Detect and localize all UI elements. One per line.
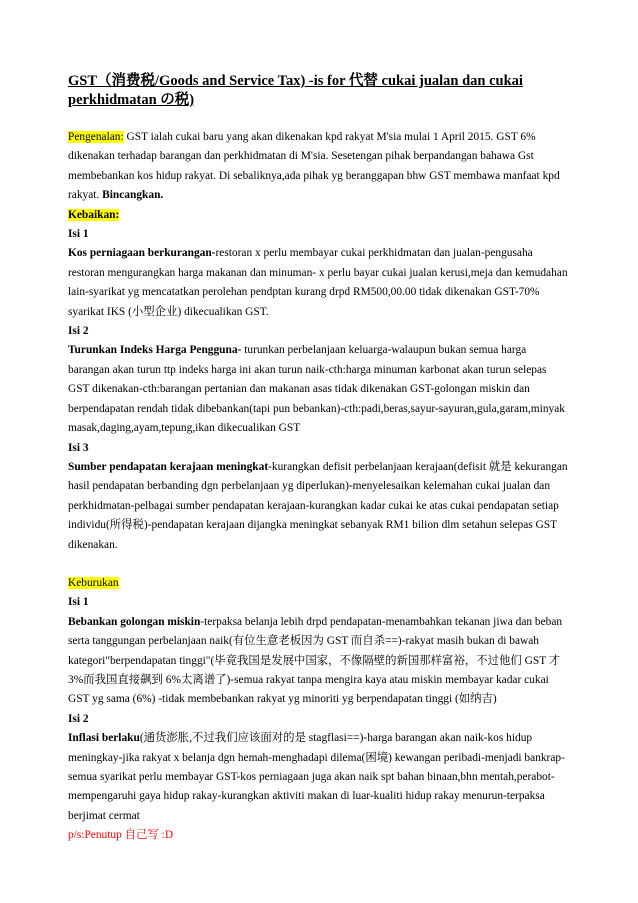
kebaikan-isi-1-body: Kos perniagaan berkurangan-restoran x perlu membayar cukai perkhidmatan dan jualan-pengusaha restoran mengurangkan harga makanan dan minuman- x perlu bayar cukai jualan kerusi,meja dan kemudahan lain-syarikat yg mencatatkan perolehan pendptan kurang drpd RM500,00.00 tidak dikenakan GST-70% syarikat IKS (小型企业) dikecualikan GST. [68, 247, 568, 318]
keburukan-isi-1-label: Isi 1 [68, 596, 89, 609]
intro-text: GST ialah cukai baru yang akan dikenakan kpd rakyat M'sia mulai 1 April 2015. GST 6% dikenakan terhadap barangan dan perkhidmatan di M'sia. Sesetengan pihak berpandangan bahawa Gst membebankan kos hidup rakyat. Di sebaliknya,ada pihak yg beranggapan bhw GST membawa manfaat kpd rakyat. [68, 131, 560, 202]
keburukan-isi-1-body: Bebankan golongan miskin-terpaksa belanja lebih drpd pendapatan-menambahkan tekanan jiwa dan beban serta tanggungan perbelanjaan naik(有位生意老板因为 GST 而自杀==)-rakyat masih bukan di bawah kategori"berpendapatan tinggi"(毕竟我国是发展中国家，不像隔壁的新国那样富裕，不过他们 GST 才 3%而我国直接飙到 6%太离谱了)-semua rakyat tanpa mengira kaya atau miskin membayar kadar cukai GST yg sama (6%) -tidak membebankan rakyat yg minoriti yg berpendapatan tinggi (如纳吉) [68, 615, 563, 706]
keburukan-isi-2-body: Inflasi berlaku(通货澎胀,不过我们应该面对的是 stagflasi==)-harga barangan akan naik-kos hidup meningkay-jika rakyat x belanja dgn hemah-menghadapi dilema(困境) kewangan peribadi-menjadi bankrap-semua syarikat perlu membayar GST-kos perniagaan juga akan naik spt bahan binaan,bhn mentah,perabot-mempengaruhi gaya hidup rakay-kurangkan aktiviti makan di luar-kualiti hidup rakay menurun-terpaksa berjimat cermat [68, 732, 565, 822]
kebaikan-isi-2-body: Turunkan Indeks Harga Pengguna- turunkan perbelanjaan keluarga-walaupun bukan semua harga barangan akan turun ttp indeks harga ini akan turun naik-cth:harga minuman karbonat akan turun selepas GST dikenakan-cth:barangan pertanian dan makanan asas tidak dikenakan GST-golongan miskin dan berpendapatan rendah tidak dibebankan(tapi pun bebankan)-cth:padi,beras,sayur-sayuran,gula,garam,minyak masak,daging,ayam,tepung,ikan dikecualikan GST [68, 344, 565, 435]
section-heading-kebaikan: Kebaikan: [68, 208, 120, 221]
intro-bold-tail: Bincangkan. [102, 189, 164, 202]
kebaikan-isi-1-label: Isi 1 [68, 228, 89, 241]
document-page [68, 72, 568, 846]
document-title: GST（消费税/Goods and Service Tax) -is for 代替 cukai jualan dan cukai perkhidmatan の税) [68, 73, 523, 108]
section-spacer [68, 555, 568, 574]
keburukan-isi-2-label: Isi 2 [68, 712, 89, 725]
intro-paragraph [68, 128, 568, 206]
kebaikan-isi-3-label: Isi 3 [68, 441, 89, 454]
section-heading-keburukan: Keburukan [68, 576, 119, 589]
intro-label: Pengenalan: [68, 131, 124, 143]
kebaikan-isi-3-body: Sumber pendapatan kerajaan meningkat-kurangkan defisit perbelanjaan kerajaan(defisit 就是 kekurangan hasil pendapatan berbanding dgn perbelanjaan yg diperlukan)-menyelesaikan kelemahan cukai jualan dan perkhidmatan-pelbagai sumber pendapatan kerajaan-kurangkan kadar cukai ke atas cukai pendapatan setiap individu(所得税)-pendapatan kerajaan dijangka meningkat sebanyak RM1 bilion dlm setahun selepas GST dikenakan. [68, 460, 568, 551]
footer-note: p/s:Penutup 自己写 :D [68, 829, 174, 842]
kebaikan-isi-2-label: Isi 2 [68, 325, 89, 338]
